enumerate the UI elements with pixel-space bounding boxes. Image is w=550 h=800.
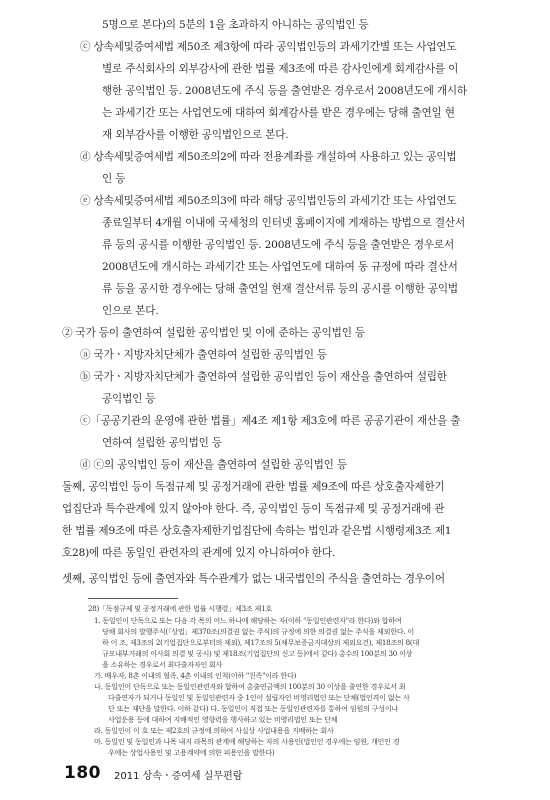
body-line: 인으로 본다.: [102, 305, 159, 317]
body-line: 재 외부감사를 이행한 공익법인으로 본다.: [102, 129, 289, 141]
body-line: ⓒ 상속세및증여세법 제50조 제3항에 따라 공익법인등의 과세기간별 또는 사업연도: [80, 41, 457, 53]
footnote-line: 가. 배우자, 8촌 이내의 혈족, 4촌 이내의 인척(이하 "친족"이라 한다): [94, 671, 297, 680]
footnote-line: 다출연자가 되거나 동일인 및 동일인관련자 중 1인이 설립자인 비영리법인 또는 단체(법인격이 없는 사: [108, 693, 410, 702]
section-heading: ② 국가 등이 출연하여 설립한 공익법인 및 이에 준하는 공익법인 등: [62, 327, 365, 339]
body-line: ⓓ 상속세및증여세법 제50조의2에 따라 전용계좌를 개설하여 사용하고 있는 공익법: [80, 151, 457, 163]
paragraph-line: 셋째, 공익법인 등에 출연자와 특수관계가 없는 내국법인의 주식을 출연하는 경우이어: [62, 573, 445, 585]
body-line: 종료일부터 4개월 이내에 국세청의 인터넷 홈페이지에 게재하는 방법으로 결산서: [102, 217, 465, 229]
footnote-line: 규모내부거래의 이사회 의결 및 공시) 및 제18조(기업집단의 신고 등)에서 같다) 총수의 100분의 30 이상: [102, 649, 413, 658]
body-line: 류 등의 공시를 이행한 공익법인 등. 2008년도에 주식 등을 출연받은 경우로서: [102, 239, 454, 251]
body-line: ⓑ 국가ㆍ지방자치단체가 출연하여 설립한 공익법인 등이 재산을 출연하여 설립한: [80, 371, 447, 383]
book-title: 2011 상속ㆍ증여세 실무편람: [114, 771, 243, 782]
footnote-line: 마. 동일인 및 동일인과 나목 내지 라목의 관계에 해당하는 자의 사용인(법인인 경우에는 임원, 개인인 경: [94, 737, 400, 746]
body-line: 연하여 설립한 공익법인 등: [102, 437, 222, 449]
body-line: ⓐ 국가ㆍ지방자치단체가 출연하여 설립한 공익법인 등: [80, 349, 327, 361]
footnote-line: 을 소유하는 경우로서 최다출자자인 회사: [102, 660, 223, 669]
footnote-line: 라. 동일인이 이 호 또는 제2호의 규정에 의하여 사실상 사업내용을 지배하는 회사: [94, 726, 334, 735]
body-line: 5명으로 본다)의 5분의 1을 초과하지 아니하는 공익법인 등: [102, 19, 369, 31]
body-line: ⓔ 상속세및증여세법 제50조의3에 따라 해당 공익법인등의 과세기간 또는 사업연도: [80, 195, 457, 207]
footnote-line: 사업운용 등에 대하여 지배적인 영향력을 행사하고 있는 비영리법인 또는 단체: [108, 715, 338, 724]
paragraph-line: 업집단과 특수관계에 있지 않아야 한다. 즉, 공익법인 등이 독점규제 및 공정거래에 관: [62, 503, 445, 515]
body-line: ⓒ「공공기관의 운영에 관한 법률」제4조 제1항 제3호에 따른 공공기관이 재산을 출: [80, 415, 461, 427]
body-line: 행한 공익법인 등. 2008년도에 주식 등을 출연받은 경우로서 2008년도에 개시하: [102, 85, 467, 97]
footnote-line: 단 또는 재단을 말한다. 이하 같다) 다. 동일인이 직접 또는 동일인관련자를 통하여 임원의 구성이나: [108, 704, 399, 713]
page-number: 180: [64, 763, 101, 783]
footnote-divider: [88, 598, 178, 599]
footnote-line: 당해 회사의 발행주식(「상법」제370조(의결권 없는 주식)의 규정에 의한 의결권 없는 주식을 제외한다. 이: [102, 627, 415, 636]
body-line: 공익법인 등: [102, 393, 156, 405]
paragraph-line: 호28)에 따른 동일인 관련자의 관계에 있지 아니하여야 한다.: [62, 547, 336, 559]
body-line: 인 등: [102, 173, 126, 185]
footnote-line: 나. 동일인이 단독으로 또는 동일인관련자와 합하여 총출연금액의 100분의 30 이상을 출연한 경우로서 최: [94, 682, 406, 691]
footnote-line: 우에는 상업사용인 및 고용계약에 의한 피용인을 말한다): [108, 748, 275, 757]
paragraph-line: 한 법률 제9조에 따른 상호출자제한기업집단에 속하는 법인과 같은법 시행령제3조 제1: [62, 525, 452, 537]
body-line: 별로 주식회사의 외부감사에 관한 법률 제3조에 따른 감사인에게 회계감사를 이: [102, 63, 459, 75]
paragraph-line: 둘째, 공익법인 등이 독점규제 및 공정거래에 관한 법률 제9조에 따른 상호출자제한기: [62, 481, 445, 493]
body-line: 류 등을 공시한 경우에는 당해 출연일 현재 결산서류 등의 공시를 이행한 공익법: [102, 283, 458, 295]
footnote-title: 28)「독점규제 및 공정거래에 관한 법률 시행령」제3조 제1호: [88, 604, 272, 613]
footnote-line: 하 이 조, 제3조의 2(기업집단으로부터의 제외), 제17조의 5(채무보증금지대상의 제외요건), 제18조의 8(대: [102, 638, 420, 647]
body-line: 는 과세기간 또는 사업연도에 대하여 회계감사를 받은 경우에는 당해 출연일 현: [102, 107, 455, 119]
body-line: 2008년도에 개시하는 과세기간 또는 사업연도에 대하여 동 규정에 따라 결산서: [102, 261, 458, 273]
footnote-line: 1. 동일인이 단독으로 또는 다음 각 목의 어느 하나에 해당하는 자(이하 "동일인관련자"라 한다)와 합하여: [94, 616, 402, 625]
body-line: ⓓ ⓒ의 공익법인 등이 재산을 출연하여 설립한 공익법인 등: [80, 459, 347, 471]
